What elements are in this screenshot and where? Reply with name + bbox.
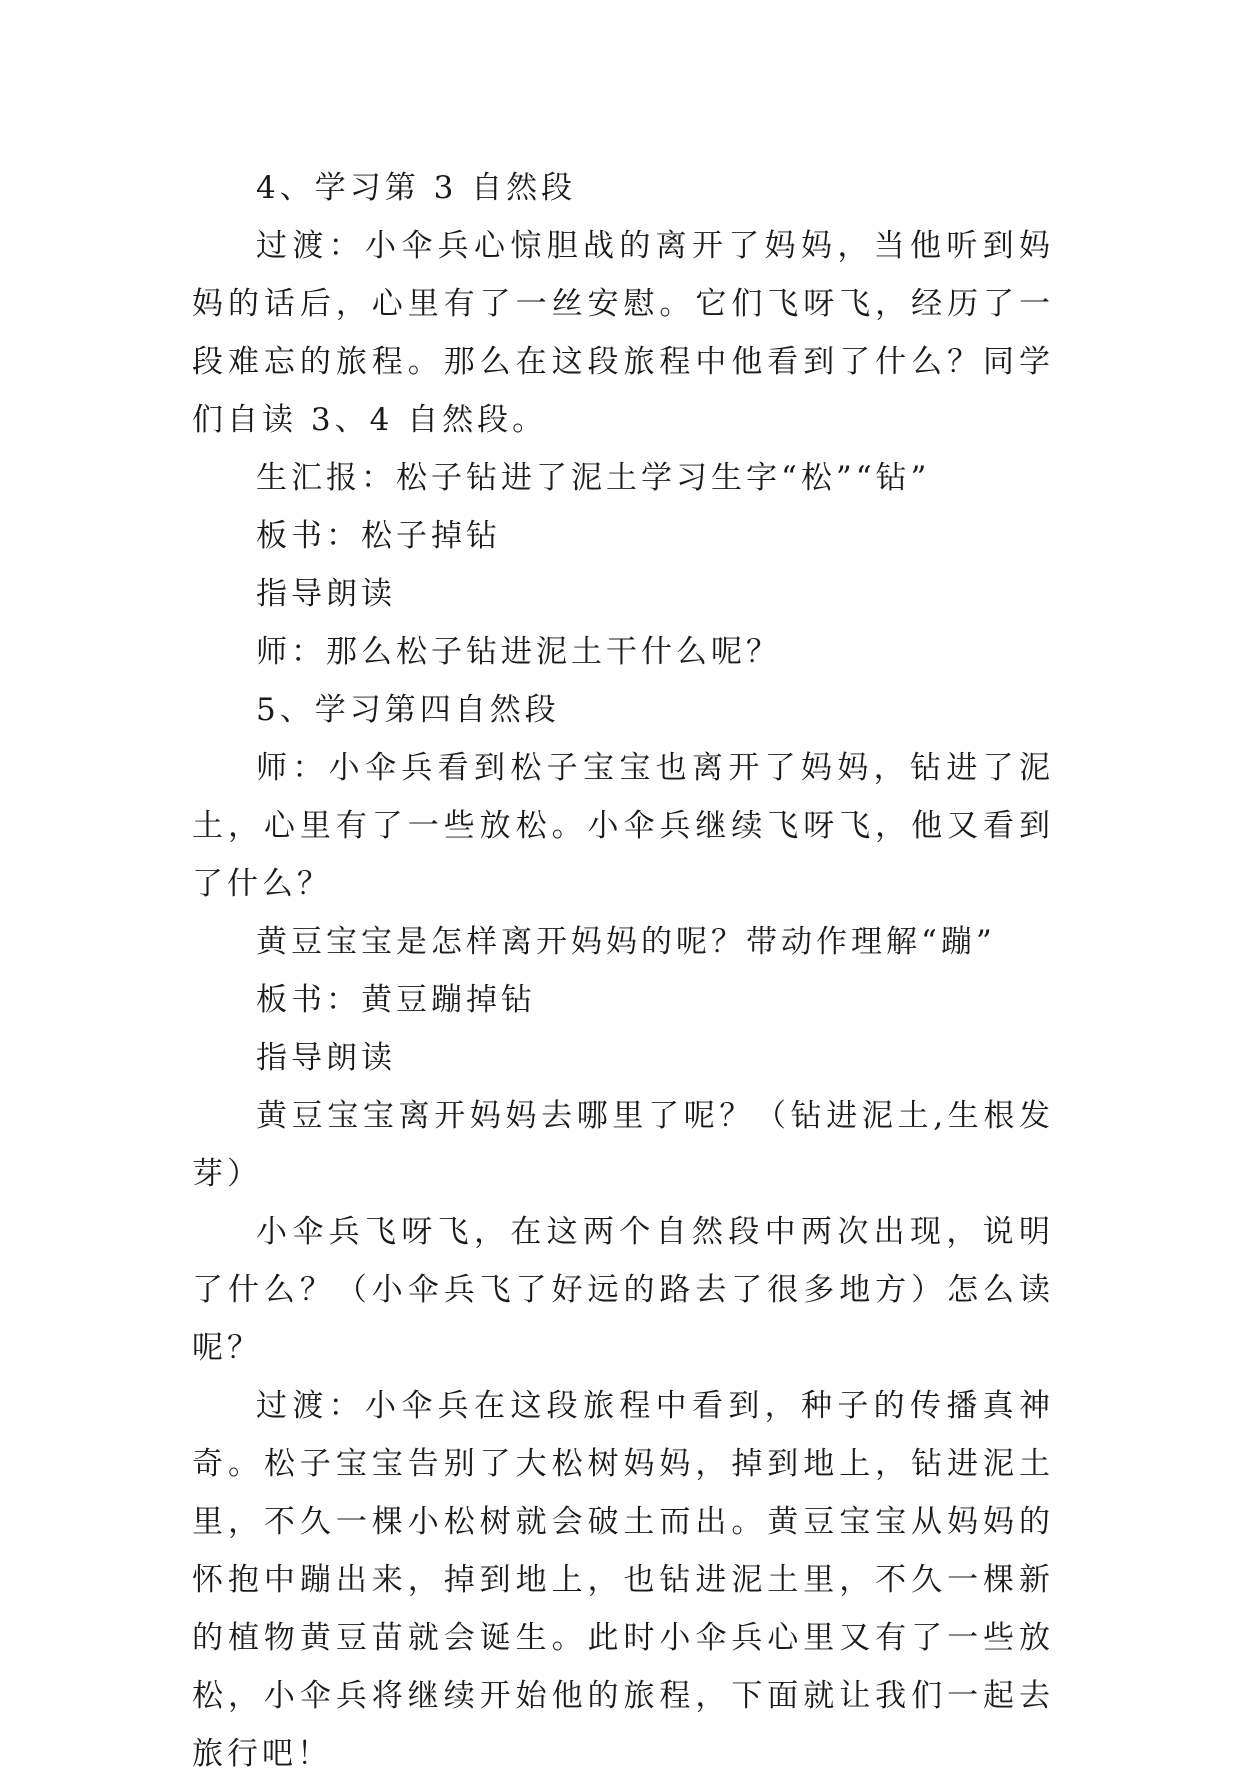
body-paragraph: 指导朗读 xyxy=(256,1040,396,1076)
body-paragraph: 板书：松子掉钻 xyxy=(256,518,501,554)
body-paragraph: 黄豆宝宝离开妈妈去哪里了呢？（钻进泥土,生根发芽） xyxy=(192,1098,1054,1192)
document-body xyxy=(192,159,1054,1783)
body-paragraph: 小伞兵飞呀飞，在这两个自然段中两次出现，说明了什么？（小伞兵飞了好远的路去了很多地方）怎么读呢？ xyxy=(192,1214,1054,1366)
body-paragraph: 板书：黄豆蹦掉钻 xyxy=(256,982,536,1018)
body-paragraph: 黄豆宝宝是怎样离开妈妈的呢？带动作理解“蹦” xyxy=(256,924,996,960)
body-paragraph: 生汇报：松子钻进了泥土学习生字“松”“钻” xyxy=(256,460,931,496)
section-heading: 4、学习第 3 自然段 xyxy=(256,170,577,206)
body-paragraph: 指导朗读 xyxy=(256,576,396,612)
body-paragraph: 师：那么松子钻进泥土干什么呢？ xyxy=(256,634,781,670)
section-heading: 5、学习第四自然段 xyxy=(256,692,560,728)
body-paragraph: 过渡：小伞兵在这段旅程中看到，种子的传播真神奇。松子宝宝告别了大松树妈妈，掉到地上，钻进泥土里，不久一棵小松树就会破土而出。黄豆宝宝从妈妈的怀抱中蹦出来，掉到地上，也钻进泥土里，不久一棵新的植物黄豆苗就会诞生。此时小伞兵心里又有了一些放松，小伞兵将继续开始他的旅程，下面就让我们一起去旅行吧！ xyxy=(192,1388,1054,1772)
body-paragraph: 师：小伞兵看到松子宝宝也离开了妈妈，钻进了泥土，心里有了一些放松。小伞兵继续飞呀飞，他又看到了什么？ xyxy=(192,750,1054,902)
body-paragraph: 过渡：小伞兵心惊胆战的离开了妈妈，当他听到妈妈的话后，心里有了一丝安慰。它们飞呀飞，经历了一段难忘的旅程。那么在这段旅程中他看到了什么？同学们自读 3、4 自然段。 xyxy=(192,228,1054,438)
